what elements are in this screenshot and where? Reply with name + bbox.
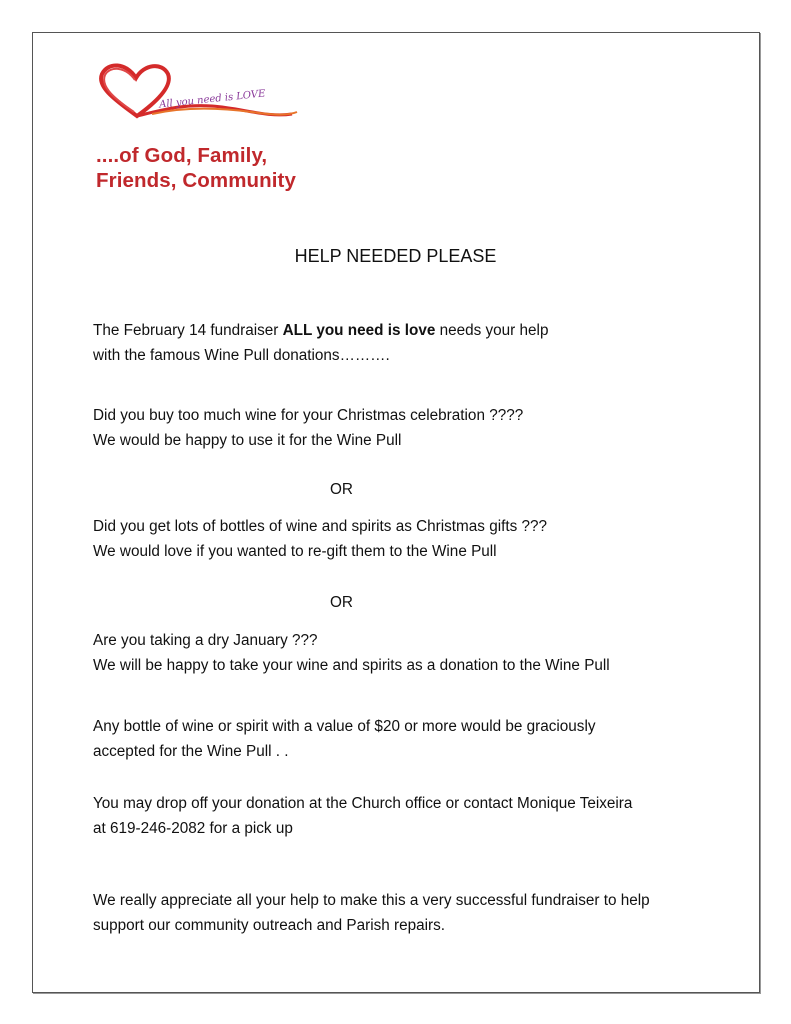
question-2	[93, 514, 547, 564]
question-3-line-1: Are you taking a dry January ???	[93, 632, 318, 649]
logo	[92, 58, 312, 198]
logo-line-1: ....of God, Family,	[96, 144, 268, 167]
question-1	[93, 403, 523, 453]
question-2-line-1: Did you get lots of bottles of wine and spirits as Christmas gifts ???	[93, 518, 548, 535]
or-separator-1: OR	[330, 481, 353, 498]
or-separator-2: OR	[330, 594, 353, 611]
event-name: ALL you need is love	[282, 322, 436, 339]
dropoff-line-2: at 619-246-2082 for a pick up	[93, 820, 293, 837]
logo-line-2: Friends, Community	[96, 169, 296, 192]
page-title: HELP NEEDED PLEASE	[294, 246, 497, 266]
question-3	[93, 628, 610, 678]
intro-line-1	[93, 318, 548, 343]
intro-paragraph	[93, 318, 548, 368]
closing-line-1: We really appreciate all your help to make this a very successful fundraiser to help	[93, 892, 650, 909]
dropoff-info	[93, 791, 632, 841]
value-note-line-1: Any bottle of wine or spirit with a value of $20 or more would be graciously	[93, 718, 596, 735]
value-note-line-2: accepted for the Wine Pull . .	[93, 743, 289, 760]
closing-paragraph	[93, 888, 650, 938]
intro-text-end: needs your help	[435, 322, 549, 339]
closing-line-2: support our community outreach and Parish repairs.	[93, 917, 446, 934]
intro-line-2: with the famous Wine Pull donations……….	[93, 347, 390, 364]
question-1-line-2: We would be happy to use it for the Wine Pull	[93, 432, 402, 449]
intro-text: The February 14 fundraiser	[93, 322, 283, 339]
question-2-line-2: We would love if you wanted to re-gift them to the Wine Pull	[93, 543, 497, 560]
value-note	[93, 714, 596, 764]
dropoff-line-1: You may drop off your donation at the Church office or contact Monique Teixeira	[93, 795, 633, 812]
question-1-line-1: Did you buy too much wine for your Christmas celebration ????	[93, 407, 524, 424]
logo-tagline: All you need is LOVE	[158, 88, 266, 111]
question-3-line-2: We will be happy to take your wine and spirits as a donation to the Wine Pull	[93, 657, 610, 674]
